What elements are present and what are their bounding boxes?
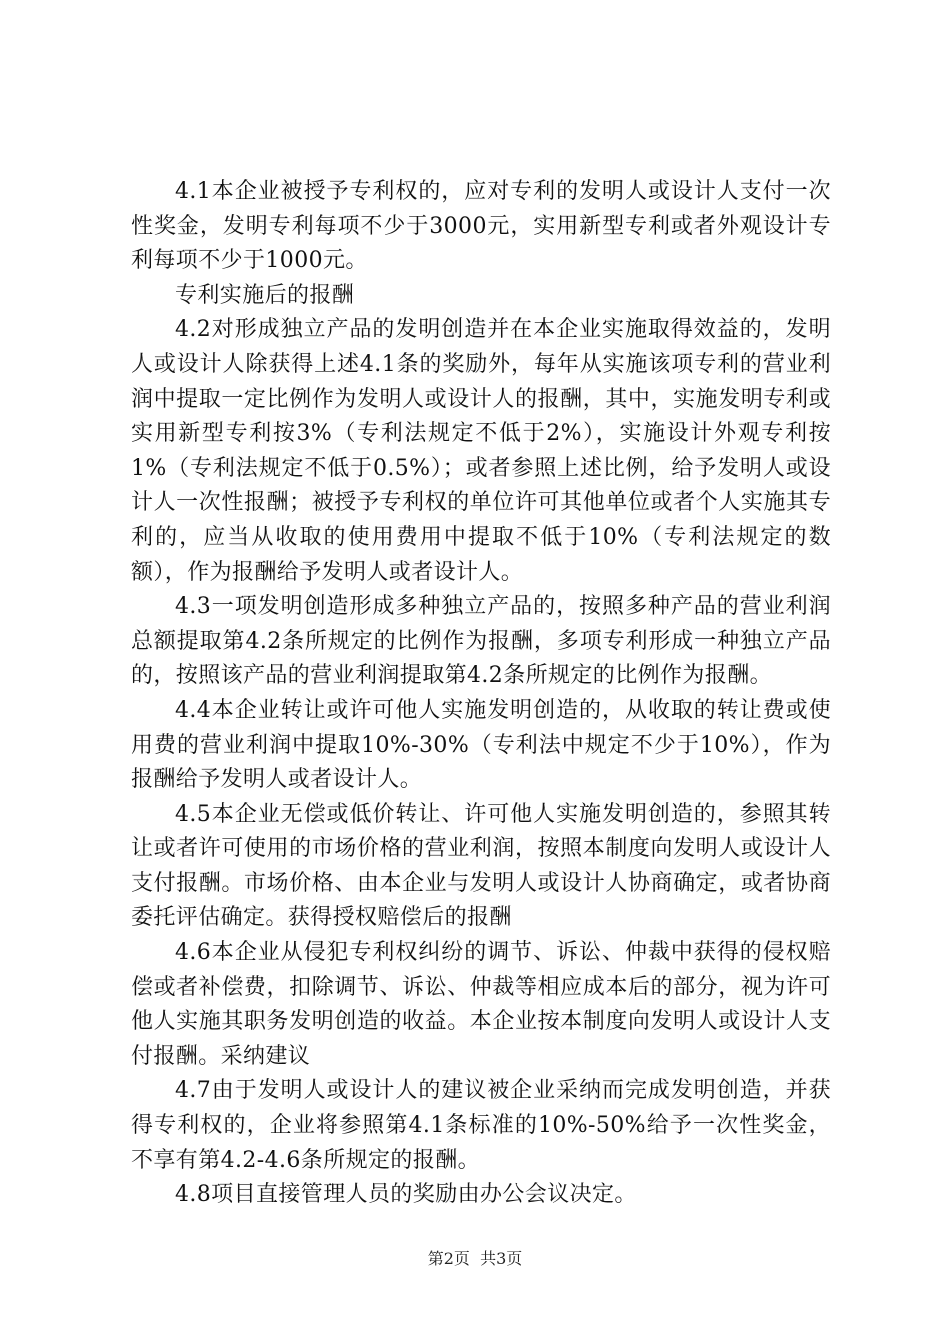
- paragraph-4-6: 4.6本企业从侵犯专利权纠纷的调节、诉讼、仲裁中获得的侵权赔偿或者补偿费，扣除调节、诉讼、仲裁等相应成本后的部分，视为许可他人实施其职务发明创造的收益。本企业按本制度向发明人或设计人支付报酬。采纳建议: [131, 940, 831, 1069]
- page-number: 第2页: [427, 1249, 470, 1268]
- paragraph-4-8: 4.8项目直接管理人员的奖励由办公会议决定。: [175, 1182, 637, 1208]
- document-body: [131, 175, 831, 1213]
- paragraph-4-7: 4.7由于发明人或设计人的建议被企业采纳而完成发明创造，并获得专利权的，企业将参照第4.1条标准的10%-50%给予一次性奖金，不享有第4.2-4.6条所规定的报酬。: [131, 1078, 831, 1173]
- paragraph-4-3: 4.3一项发明创造形成多种独立产品的，按照多种产品的营业利润总额提取第4.2条所规定的比例作为报酬，多项专利形成一种独立产品的，按照该产品的营业利润提取第4.2条所规定的比例作为报酬。: [131, 594, 831, 689]
- section-heading-patent-remuneration: 专利实施后的报酬: [175, 282, 355, 308]
- paragraph-4-4: 4.4本企业转让或许可他人实施发明创造的，从收取的转让费或使用费的营业利润中提取10%-30%（专利法中规定不少于10%），作为报酬给予发明人或者设计人。: [131, 697, 831, 793]
- page-footer: [0, 1248, 950, 1270]
- footer-separator: [470, 1249, 480, 1268]
- page-total: 共3页: [480, 1249, 523, 1268]
- paragraph-4-5: 4.5本企业无偿或低价转让、许可他人实施发明创造的，参照其转让或者许可使用的市场价格的营业利润，按照本制度向发明人或设计人支付报酬。市场价格、由本企业与发明人或设计人协商确定，或者协商委托评估确定。获得授权赔偿后的报酬: [131, 801, 831, 931]
- paragraph-4-2: 4.2对形成独立产品的发明创造并在本企业实施取得效益的，发明人或设计人除获得上述4.1条的奖励外，每年从实施该项专利的营业利润中提取一定比例作为发明人或设计人的报酬，其中，实施发明专利或实用新型专利按3%（专利法规定不低于2%），实施设计外观专利按1%（专利法规定不低于0.5%）；或者参照上述比例，给予发明人或设计人一次性报酬；被授予专利权的单位许可其他单位或者个人实施其专利的，应当从收取的使用费用中提取不低于10%（专利法规定的数额），作为报酬给予发明人或者设计人。: [131, 317, 831, 585]
- paragraph-4-1: 4.1本企业被授予专利权的，应对专利的发明人或设计人支付一次性奖金，发明专利每项不少于3000元，实用新型专利或者外观设计专利每项不少于1000元。: [131, 179, 831, 274]
